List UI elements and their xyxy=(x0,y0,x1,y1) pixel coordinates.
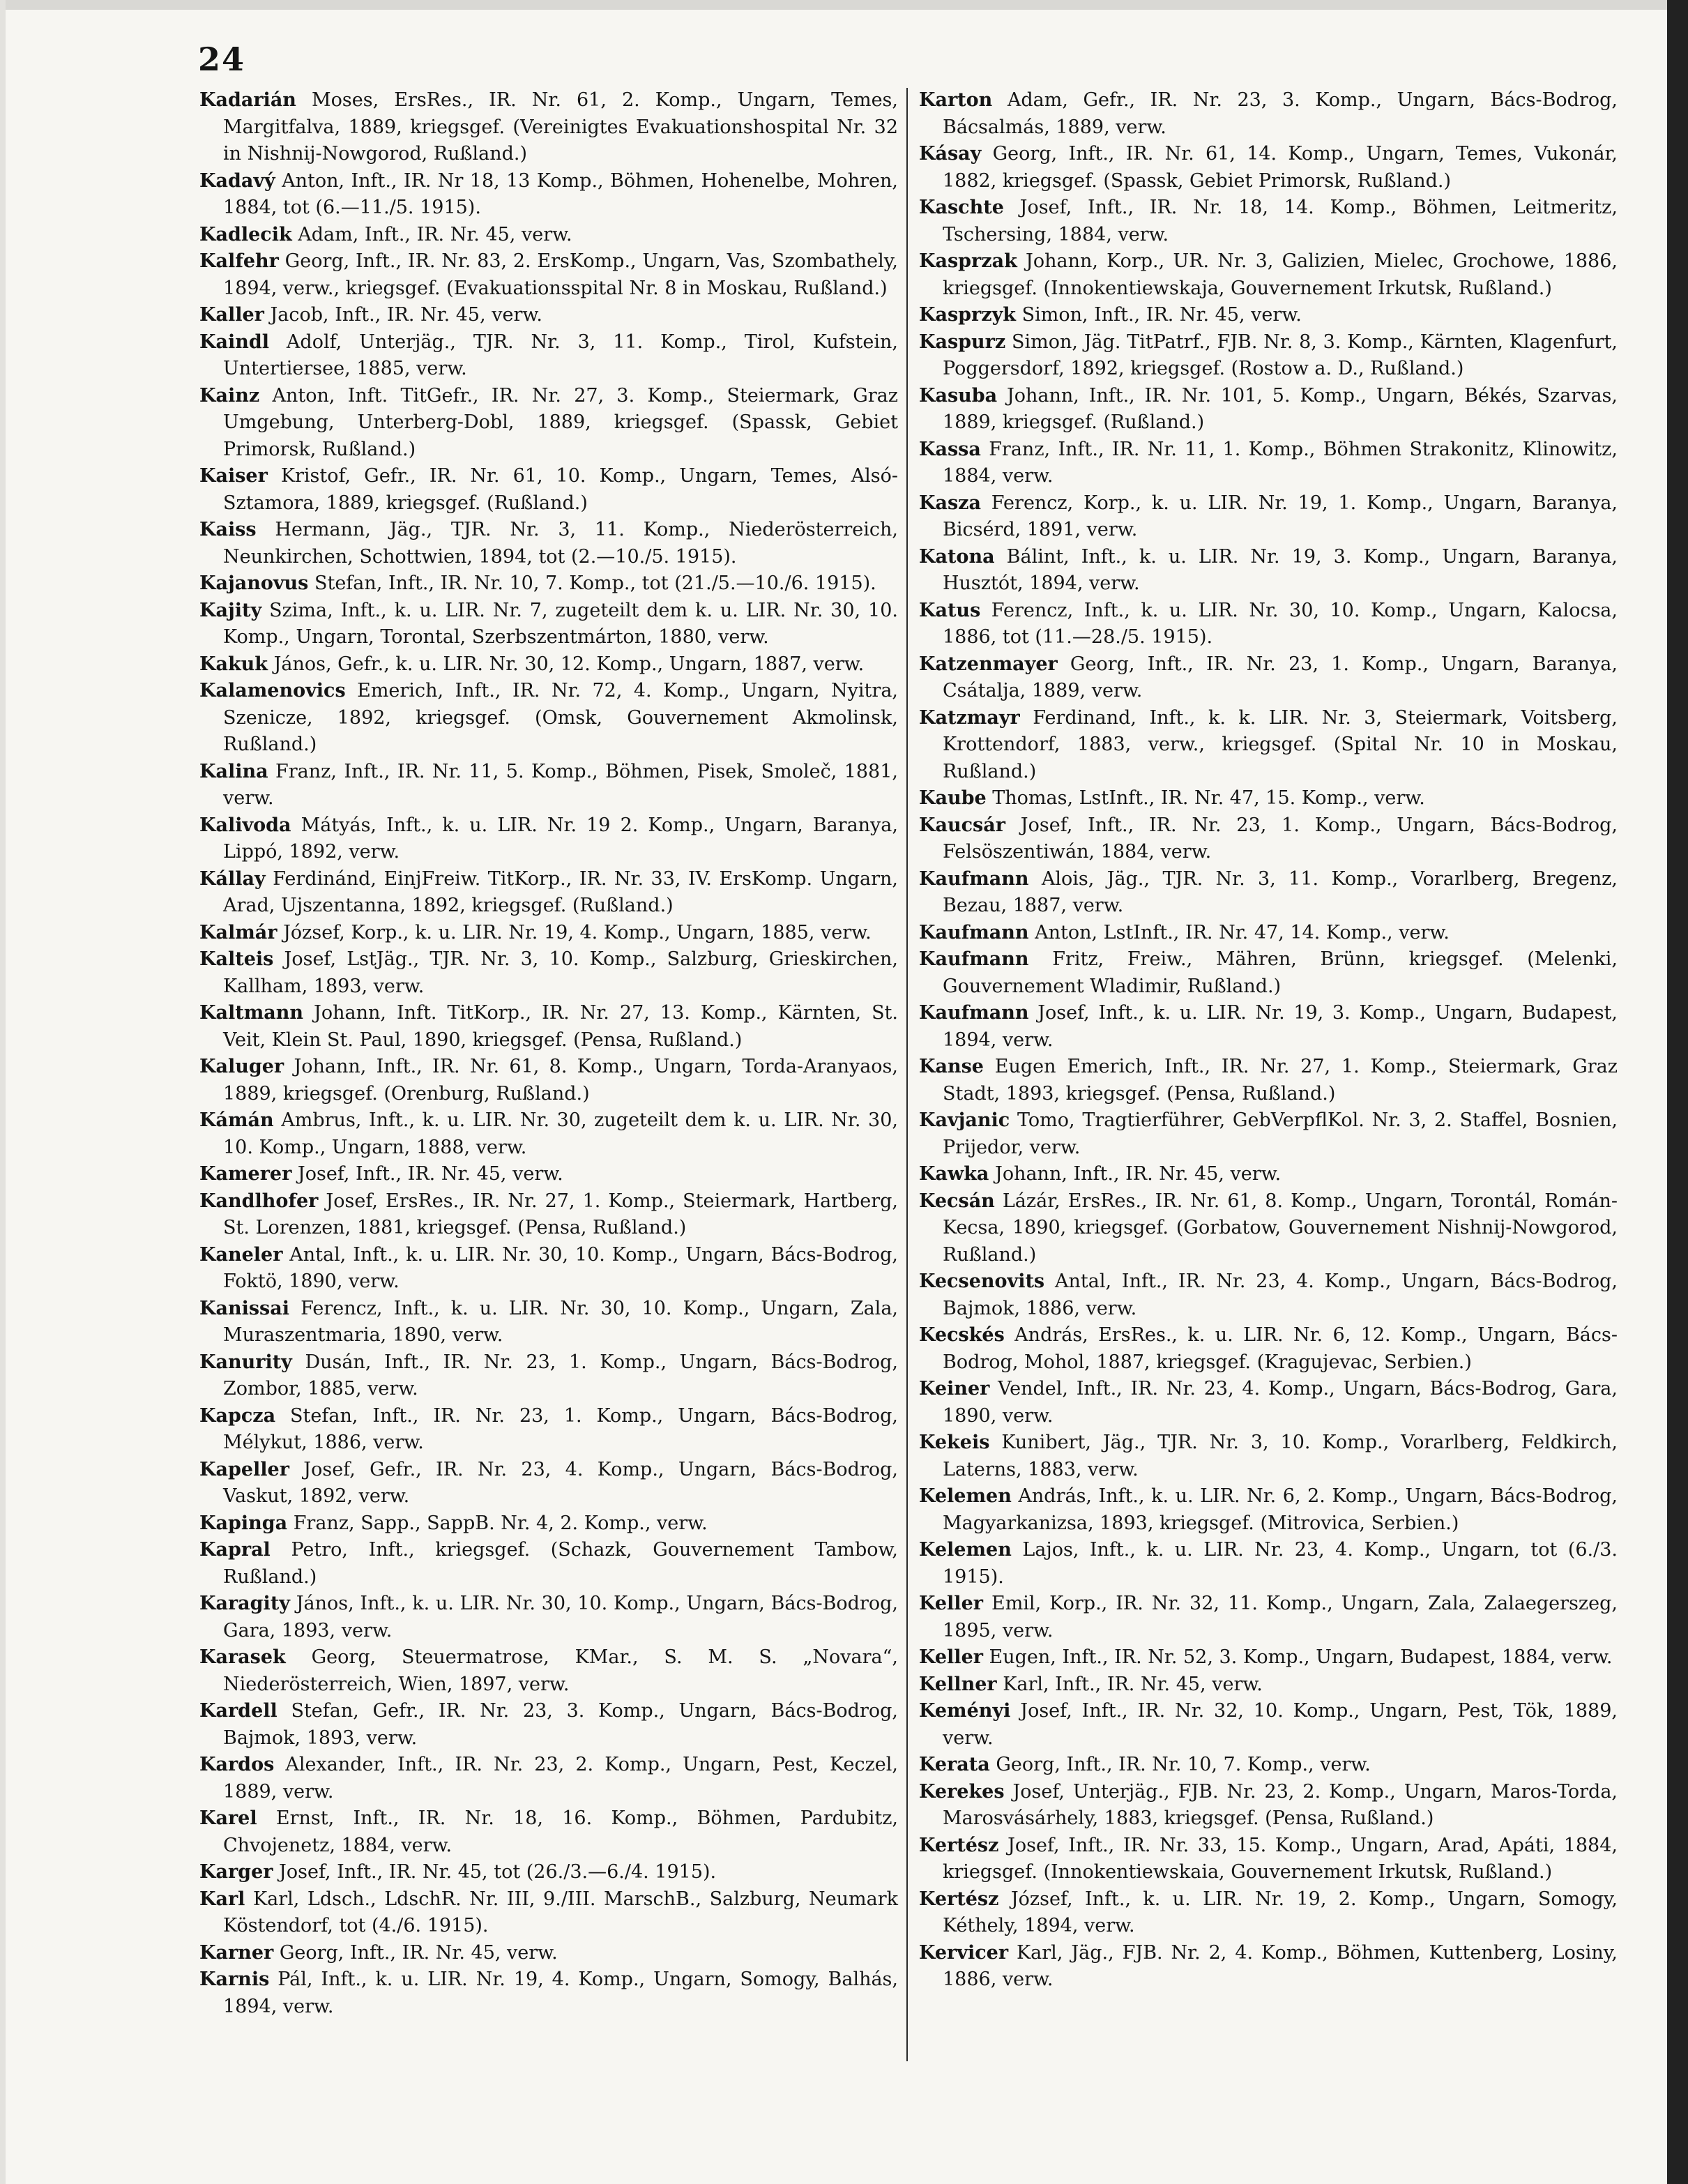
entry-details: Adam, Inft., IR. Nr. 45, verw. xyxy=(291,223,572,245)
entry-surname: Kajanovus xyxy=(199,572,309,594)
entry-details: Ernst, Inft., IR. Nr. 18, 16. Komp., Böhmen, Pardubitz, Chvojenetz, 1884, verw. xyxy=(223,1807,898,1856)
entry-details: Georg, Inft., IR. Nr. 10, 7. Komp., verw. xyxy=(989,1754,1371,1775)
entry-surname: Kaschte xyxy=(919,197,1004,218)
left-column xyxy=(199,87,898,2020)
entry-details: Ferencz, Inft., k. u. LIR. Nr. 30, 10. Komp., Ungarn, Zala, Muraszentmaria, 1890, verw. xyxy=(223,1297,898,1346)
entry-details: Alexander, Inft., IR. Nr. 23, 2. Komp., Ungarn, Pest, Keczel, 1889, verw. xyxy=(223,1754,898,1803)
entry-surname: Kerata xyxy=(919,1754,990,1775)
entry-details: Georg, Inft., IR. Nr. 61, 14. Komp., Ungarn, Temes, Vukonár, 1882, kriegsgef. (Spassk, Gebiet Primorsk, Rußland.) xyxy=(943,143,1618,192)
entry-details: Stefan, Gefr., IR. Nr. 23, 3. Komp., Ungarn, Bács-Bodrog, Bajmok, 1893, verw. xyxy=(223,1700,898,1749)
entry-surname: Kaneler xyxy=(199,1243,283,1266)
casualty-entry xyxy=(919,920,1618,947)
entry-surname: Kellner xyxy=(919,1673,997,1695)
entry-surname: Kapcza xyxy=(199,1404,276,1427)
scan-edge-right xyxy=(1667,0,1688,2184)
casualty-entry xyxy=(919,1591,1618,1644)
entry-surname: Kaiser xyxy=(199,465,268,487)
entry-details: Franz, Inft., IR. Nr. 11, 1. Komp., Böhmen Strakonitz, Klinowitz, 1884, verw. xyxy=(943,438,1618,487)
entry-surname: Karger xyxy=(199,1861,273,1883)
entry-details: Josef, Gefr., IR. Nr. 23, 4. Komp., Ungarn, Bács-Bodrog, Vaskut, 1892, verw. xyxy=(223,1458,898,1507)
casualty-entry xyxy=(199,1107,898,1161)
casualty-entry xyxy=(919,1107,1618,1161)
entry-surname: Karnis xyxy=(199,1969,270,1990)
entry-details: Anton, Inft., IR. Nr 18, 13 Komp., Böhmen, Hohenelbe, Mohren, 1884, tot (6.—11./5. 1915). xyxy=(223,169,898,218)
entry-details: Emil, Korp., IR. Nr. 32, 11. Komp., Ungarn, Zala, Zalaegerszeg, 1895, verw. xyxy=(943,1593,1618,1641)
casualty-entry xyxy=(199,598,898,651)
entry-surname: Karton xyxy=(919,89,993,111)
entry-details: Josef, Inft., IR. Nr. 23, 1. Komp., Ungarn, Bács-Bodrog, Felsöszentiwán, 1884, verw. xyxy=(943,814,1618,863)
entry-details: János, Gefr., k. u. LIR. Nr. 30, 12. Komp., Ungarn, 1887, verw. xyxy=(268,653,865,675)
casualty-entry xyxy=(919,1322,1618,1376)
entry-surname: Karagity xyxy=(199,1593,290,1614)
casualty-entry xyxy=(199,517,898,570)
entry-details: József, Inft., k. u. LIR. Nr. 19, 2. Komp., Ungarn, Somogy, Kéthely, 1894, verw. xyxy=(943,1888,1618,1936)
entry-details: Josef, LstJäg., TJR. Nr. 3, 10. Komp., Salzburg, Grieskirchen, Kallham, 1893, verw. xyxy=(223,948,898,997)
entry-surname: Kalamenovics xyxy=(199,680,346,702)
entry-details: Johann, Inft., IR. Nr. 45, verw. xyxy=(989,1163,1282,1185)
casualty-entry xyxy=(919,598,1618,651)
entry-surname: Kakuk xyxy=(199,653,268,675)
casualty-entry xyxy=(919,1000,1618,1054)
entry-details: Stefan, Inft., IR. Nr. 10, 7. Komp., tot (21./5.—10./6. 1915). xyxy=(308,572,876,594)
entry-surname: Kervicer xyxy=(919,1941,1009,1964)
entry-surname: Kavjanic xyxy=(919,1109,1010,1131)
entry-details: Eugen, Inft., IR. Nr. 52, 3. Komp., Ungarn, Budapest, 1884, verw. xyxy=(982,1646,1613,1668)
entry-surname: Kalmár xyxy=(199,921,277,943)
entry-surname: Kaller xyxy=(199,304,264,326)
casualty-entry xyxy=(919,437,1618,490)
entry-surname: Kasza xyxy=(919,492,981,514)
entry-surname: Kaube xyxy=(919,787,987,809)
entry-details: Josef, Inft., IR. Nr. 45, verw. xyxy=(291,1163,563,1185)
casualty-entry xyxy=(199,1752,898,1805)
entry-details: Georg, Steuermatrose, KMar., S. M. S. „Novara“, Niederösterreich, Wien, 1897, verw. xyxy=(223,1646,898,1695)
casualty-entry xyxy=(919,1644,1618,1671)
entry-details: Johann, Inft., IR. Nr. 101, 5. Komp., Ungarn, Békés, Szarvas, 1889, kriegsgef. (Rußland.) xyxy=(943,384,1618,433)
casualty-entry xyxy=(199,866,898,920)
casualty-entry xyxy=(919,1886,1618,1940)
entry-surname: Kecskés xyxy=(919,1324,1005,1346)
casualty-entry xyxy=(199,248,898,302)
entry-details: Adolf, Unterjäg., TJR. Nr. 3, 11. Komp., Tirol, Kufstein, Untertiersee, 1885, verw. xyxy=(223,331,898,379)
casualty-entry xyxy=(919,1671,1618,1699)
casualty-entry xyxy=(919,651,1618,705)
casualty-entry xyxy=(199,1886,898,1940)
entry-surname: Kállay xyxy=(199,867,266,890)
entry-surname: Kapeller xyxy=(199,1458,289,1480)
casualty-entry xyxy=(919,302,1618,329)
entry-details: Alois, Jäg., TJR. Nr. 3, 11. Komp., Vorarlberg, Bregenz, Bezau, 1887, verw. xyxy=(943,867,1618,916)
entry-details: Moses, ErsRes., IR. Nr. 61, 2. Komp., Ungarn, Temes, Margitfalva, 1889, kriegsgef. (Vereinigtes Evakuationshospital Nr. 32 in Nishnij-Nowgorod, Rußland.) xyxy=(223,89,898,165)
entry-details: Josef, Unterjäg., FJB. Nr. 23, 2. Komp., Ungarn, Maros-Torda, Marosvásárhely, 1883, kriegsgef. (Pensa, Rußland.) xyxy=(943,1780,1618,1829)
entry-surname: Kekeis xyxy=(919,1432,990,1453)
entry-details: Bálint, Inft., k. u. LIR. Nr. 19, 3. Komp., Ungarn, Baranya, Husztót, 1894, verw. xyxy=(943,545,1618,594)
entry-surname: Kaucsár xyxy=(919,814,1005,836)
entry-surname: Kalivoda xyxy=(199,814,291,836)
entry-details: Josef, Inft., k. u. LIR. Nr. 19, 3. Komp., Ungarn, Budapest, 1894, verw. xyxy=(943,1002,1618,1051)
casualty-entry xyxy=(199,1537,898,1591)
scan-edge-left xyxy=(0,0,6,2184)
casualty-entry xyxy=(199,463,898,517)
casualty-entry xyxy=(199,1188,898,1242)
entry-details: Karl, Inft., IR. Nr. 45, verw. xyxy=(996,1673,1263,1695)
entry-surname: Kassa xyxy=(919,438,981,460)
casualty-entry xyxy=(919,383,1618,437)
entry-surname: Katona xyxy=(919,545,995,568)
entry-surname: Kertész xyxy=(919,1888,999,1910)
entry-surname: Kanurity xyxy=(199,1351,292,1373)
entry-details: Fritz, Freiw., Mähren, Brünn, kriegsgef. (Melenki, Gouvernement Wladimir, Rußland.) xyxy=(943,948,1618,997)
entry-surname: Kaluger xyxy=(199,1056,284,1077)
entry-details: Kristof, Gefr., IR. Nr. 61, 10. Komp., Ungarn, Temes, Alsó-Sztamora, 1889, kriegsgef. (Rußland.) xyxy=(223,465,898,514)
entry-surname: Kapinga xyxy=(199,1512,288,1534)
entry-details: Vendel, Inft., IR. Nr. 23, 4. Komp., Ungarn, Bács-Bodrog, Gara, 1890, verw. xyxy=(943,1378,1618,1427)
entry-details: Jacob, Inft., IR. Nr. 45, verw. xyxy=(264,304,542,326)
entry-details: Adam, Gefr., IR. Nr. 23, 3. Komp., Ungarn, Bács-Bodrog, Bácsalmás, 1889, verw. xyxy=(943,89,1618,138)
entry-details: Josef, Inft., IR. Nr. 45, tot (26./3.—6./4. 1915). xyxy=(273,1861,717,1883)
entry-surname: Kaufmann xyxy=(919,867,1029,890)
casualty-entry xyxy=(199,678,898,759)
casualty-entry xyxy=(919,87,1618,141)
casualty-entry xyxy=(919,1376,1618,1430)
entry-surname: Kelemen xyxy=(919,1539,1012,1561)
entry-surname: Kawka xyxy=(919,1163,989,1185)
entry-details: Emerich, Inft., IR. Nr. 72, 4. Komp., Ungarn, Nyitra, Szenicze, 1892, kriegsgef. (Omsk, Gouvernement Akmolinsk, Rußland.) xyxy=(223,680,898,755)
entry-details: Ferdinand, Inft., k. k. LIR. Nr. 3, Steiermark, Voitsberg, Krottendorf, 1883, verw., kriegsgef. (Spital Nr. 10 in Moskau, Rußland.) xyxy=(943,706,1618,782)
casualty-entry xyxy=(199,920,898,947)
entry-surname: Kardos xyxy=(199,1754,275,1775)
entry-details: Thomas, LstInft., IR. Nr. 47, 15. Komp., verw. xyxy=(986,787,1425,809)
entry-details: Josef, Inft., IR. Nr. 33, 15. Komp., Ungarn, Arad, Apáti, 1884, kriegsgef. (Innokentiewskaia, Gouvernement Irkutsk, Rußland.) xyxy=(943,1834,1618,1883)
entry-surname: Kecsán xyxy=(919,1190,995,1212)
casualty-entry xyxy=(199,1698,898,1752)
entry-details: Mátyás, Inft., k. u. LIR. Nr. 19 2. Komp., Ungarn, Baranya, Lippó, 1892, verw. xyxy=(223,814,898,863)
entry-details: Karl, Ldsch., LdschR. Nr. III, 9./III. MarschB., Salzburg, Neumark Köstendorf, tot (4./6. 1915). xyxy=(223,1888,898,1936)
entry-details: Georg, Inft., IR. Nr. 23, 1. Komp., Ungarn, Baranya, Csátalja, 1889, verw. xyxy=(943,653,1618,702)
casualty-entry xyxy=(199,1296,898,1349)
entry-details: József, Korp., k. u. LIR. Nr. 19, 4. Komp., Ungarn, 1885, verw. xyxy=(277,921,872,943)
entry-details: Kunibert, Jäg., TJR. Nr. 3, 10. Komp., Vorarlberg, Feldkirch, Laterns, 1883, verw. xyxy=(943,1432,1618,1480)
entry-surname: Kanse xyxy=(919,1056,984,1077)
entry-surname: Kalina xyxy=(199,760,268,782)
entry-surname: Kainz xyxy=(199,384,260,407)
casualty-entry xyxy=(919,248,1618,302)
entry-details: Petro, Inft., kriegsgef. (Schazk, Gouvernement Tambow, Rußland.) xyxy=(223,1539,898,1588)
casualty-entry xyxy=(199,1966,898,2020)
page-number: 24 xyxy=(198,40,246,78)
entry-surname: Kadlecik xyxy=(199,223,292,245)
entry-surname: Karl xyxy=(199,1888,245,1910)
casualty-entry xyxy=(199,1349,898,1403)
entry-surname: Kadavý xyxy=(199,169,275,192)
entry-details: Georg, Inft., IR. Nr. 45, verw. xyxy=(273,1941,558,1964)
entry-surname: Kaspurz xyxy=(919,331,1006,353)
entry-surname: Katzenmayer xyxy=(919,653,1058,675)
casualty-entry xyxy=(919,490,1618,544)
entry-details: Josef, ErsRes., IR. Nr. 27, 1. Komp., Steiermark, Hartberg, St. Lorenzen, 1881, kriegsgef. (Pensa, Rußland.) xyxy=(223,1190,898,1238)
casualty-entry xyxy=(919,1779,1618,1833)
entry-details: Anton, Inft. TitGefr., IR. Nr. 27, 3. Komp., Steiermark, Graz Umgebung, Unterberg-Dobl, 1889, kriegsgef. (Spassk, Gebiet Primorsk, Rußland.) xyxy=(223,384,898,460)
entry-details: Eugen Emerich, Inft., IR. Nr. 27, 1. Komp., Steiermark, Graz Stadt, 1893, kriegsgef. (Pensa, Rußland.) xyxy=(943,1056,1618,1105)
entry-surname: Karner xyxy=(199,1941,274,1964)
entry-surname: Kamerer xyxy=(199,1163,292,1185)
casualty-entry xyxy=(919,544,1618,598)
entry-details: Tomo, Tragtierführer, GebVerpflKol. Nr. 3, 2. Staffel, Bosnien, Prijedor, verw. xyxy=(943,1109,1618,1158)
entry-surname: Kaufmann xyxy=(919,1002,1029,1024)
right-column xyxy=(919,87,1618,1994)
entry-details: Simon, Jäg. TitPatrf., FJB. Nr. 8, 3. Komp., Kärnten, Klagenfurt, Poggersdorf, 1892, kriegsgef. (Rostow a. D., Rußland.) xyxy=(943,331,1618,379)
scan-edge-top xyxy=(0,0,1688,10)
entry-details: Ferdinánd, EinjFreiw. TitKorp., IR. Nr. 33, IV. ErsKomp. Ungarn, Arad, Ujszentanna, 1892, kriegsgef. (Rußland.) xyxy=(223,867,898,916)
entry-details: Anton, LstInft., IR. Nr. 47, 14. Komp., verw. xyxy=(1028,921,1450,943)
entry-surname: Kajity xyxy=(199,599,262,621)
entry-details: Pál, Inft., k. u. LIR. Nr. 19, 4. Komp., Ungarn, Somogy, Balhás, 1894, verw. xyxy=(223,1969,898,2017)
entry-surname: Kapral xyxy=(199,1539,271,1561)
casualty-entry xyxy=(919,1752,1618,1779)
casualty-entry xyxy=(199,1510,898,1538)
entry-details: Antal, Inft., IR. Nr. 23, 4. Komp., Ungarn, Bács-Bodrog, Bajmok, 1886, verw. xyxy=(943,1271,1618,1319)
casualty-entry xyxy=(199,302,898,329)
entry-details: Lajos, Inft., k. u. LIR. Nr. 23, 4. Komp., Ungarn, tot (6./3. 1915). xyxy=(943,1539,1618,1588)
entry-surname: Kasprzyk xyxy=(919,304,1016,326)
casualty-entry xyxy=(199,759,898,812)
entry-details: Johann, Inft. TitKorp., IR. Nr. 27, 13. Komp., Kärnten, St. Veit, Klein St. Paul, 1890, kriegsgef. (Pensa, Rußland.) xyxy=(223,1002,898,1051)
casualty-entry xyxy=(919,785,1618,812)
entry-details: Ferencz, Inft., k. u. LIR. Nr. 30, 10. Komp., Ungarn, Kalocsa, 1886, tot (11.—28./5. 1915). xyxy=(943,599,1618,648)
entry-details: Johann, Inft., IR. Nr. 61, 8. Komp., Ungarn, Torda-Aranyaos, 1889, kriegsgef. (Orenburg, Rußland.) xyxy=(223,1056,898,1105)
entry-surname: Kaltmann xyxy=(199,1002,304,1024)
casualty-entry xyxy=(919,195,1618,248)
entry-details: Karl, Jäg., FJB. Nr. 2, 4. Komp., Böhmen, Kuttenberg, Losiny, 1886, verw. xyxy=(943,1941,1618,1990)
casualty-entry xyxy=(199,1591,898,1644)
casualty-entry xyxy=(919,1483,1618,1537)
entry-surname: Karel xyxy=(199,1807,257,1829)
entry-surname: Kanissai xyxy=(199,1297,290,1319)
entry-surname: Kaindl xyxy=(199,331,269,353)
casualty-entry xyxy=(199,946,898,1000)
entry-surname: Kaufmann xyxy=(919,921,1029,943)
casualty-entry xyxy=(919,1188,1618,1269)
entry-details: János, Inft., k. u. LIR. Nr. 30, 10. Komp., Ungarn, Bács-Bodrog, Gara, 1893, verw. xyxy=(223,1593,898,1641)
entry-surname: Kandlhofer xyxy=(199,1190,319,1212)
casualty-entry xyxy=(919,141,1618,195)
casualty-entry xyxy=(919,329,1618,383)
entry-surname: Kardell xyxy=(199,1700,277,1722)
casualty-entry xyxy=(199,168,898,222)
entry-details: Ferencz, Korp., k. u. LIR. Nr. 19, 1. Komp., Ungarn, Baranya, Bicsérd, 1891, verw. xyxy=(943,492,1618,540)
entry-surname: Kasuba xyxy=(919,384,998,407)
casualty-entry xyxy=(919,1430,1618,1483)
entry-details: Georg, Inft., IR. Nr. 83, 2. ErsKomp., Ungarn, Vas, Szombathely, 1894, verw., kriegsgef. (Evakuationsspital Nr. 8 in Moskau, Rußland.) xyxy=(223,250,898,299)
casualty-entry xyxy=(919,1054,1618,1107)
entry-details: Stefan, Inft., IR. Nr. 23, 1. Komp., Ungarn, Bács-Bodrog, Mélykut, 1886, verw. xyxy=(223,1404,898,1453)
column-divider xyxy=(906,88,908,2061)
casualty-entry xyxy=(919,866,1618,920)
entry-surname: Kaiss xyxy=(199,519,257,540)
entry-surname: Kelemen xyxy=(919,1485,1012,1507)
casualty-entry xyxy=(199,1403,898,1457)
casualty-entry xyxy=(199,1644,898,1698)
casualty-entry xyxy=(919,1698,1618,1752)
casualty-entry xyxy=(199,329,898,383)
entry-surname: Katzmayr xyxy=(919,706,1020,729)
entry-surname: Kalfehr xyxy=(199,250,279,272)
entry-details: András, ErsRes., k. u. LIR. Nr. 6, 12. Komp., Ungarn, Bács-Bodrog, Mohol, 1887, kriegsgef. (Kragujevac, Serbien.) xyxy=(943,1324,1618,1373)
entry-details: Josef, Inft., IR. Nr. 32, 10. Komp., Ungarn, Pest, Tök, 1889, verw. xyxy=(943,1700,1618,1749)
entry-surname: Kásay xyxy=(919,143,982,165)
entry-details: Franz, Sapp., SappB. Nr. 4, 2. Komp., verw. xyxy=(287,1512,708,1534)
casualty-entry xyxy=(919,812,1618,866)
casualty-entry xyxy=(199,1805,898,1859)
entry-details: Lázár, ErsRes., IR. Nr. 61, 8. Komp., Ungarn, Torontál, Román-Kecsa, 1890, kriegsgef. (Gorbatow, Gouvernement Nishnij-Nowgorod, Rußland.) xyxy=(943,1190,1618,1266)
casualty-entry xyxy=(199,651,898,678)
casualty-entry xyxy=(199,1161,898,1188)
entry-surname: Kasprzak xyxy=(919,250,1017,272)
entry-surname: Katus xyxy=(919,599,981,621)
entry-surname: Kertész xyxy=(919,1834,999,1856)
entry-details: Antal, Inft., k. u. LIR. Nr. 30, 10. Komp., Ungarn, Bács-Bodrog, Foktö, 1890, verw. xyxy=(223,1243,898,1292)
entry-details: Ambrus, Inft., k. u. LIR. Nr. 30, zugeteilt dem k. u. LIR. Nr. 30, 10. Komp., Ungarn, 1888, verw. xyxy=(223,1109,898,1158)
entry-details: Johann, Korp., UR. Nr. 3, Galizien, Mielec, Grochowe, 1886, kriegsgef. (Innokentiewskaja, Gouvernement Irkutsk, Rußland.) xyxy=(943,250,1618,299)
entry-details: András, Inft., k. u. LIR. Nr. 6, 2. Komp., Ungarn, Bács-Bodrog, Magyarkanizsa, 1893, kriegsgef. (Mitrovica, Serbien.) xyxy=(943,1485,1618,1534)
entry-surname: Keller xyxy=(919,1646,983,1668)
casualty-entry xyxy=(199,1859,898,1886)
entry-surname: Keiner xyxy=(919,1378,990,1400)
casualty-entry xyxy=(199,87,898,168)
casualty-entry xyxy=(199,570,898,598)
casualty-entry xyxy=(919,1833,1618,1886)
entry-surname: Kámán xyxy=(199,1109,274,1131)
entry-details: Dusán, Inft., IR. Nr. 23, 1. Komp., Ungarn, Bács-Bodrog, Zombor, 1885, verw. xyxy=(223,1351,898,1400)
entry-surname: Kaufmann xyxy=(919,948,1029,970)
entry-details: Simon, Inft., IR. Nr. 45, verw. xyxy=(1016,304,1302,326)
casualty-entry xyxy=(199,222,898,249)
entry-details: Hermann, Jäg., TJR. Nr. 3, 11. Komp., Niederösterreich, Neunkirchen, Schottwien, 1894, tot (2.—10./5. 1915). xyxy=(223,519,898,568)
casualty-entry xyxy=(919,705,1618,786)
casualty-entry xyxy=(919,1268,1618,1322)
casualty-entry xyxy=(199,1054,898,1107)
entry-surname: Keller xyxy=(919,1593,983,1614)
casualty-entry xyxy=(199,1000,898,1054)
casualty-entry xyxy=(919,946,1618,1000)
entry-details: Szima, Inft., k. u. LIR. Nr. 7, zugeteilt dem k. u. LIR. Nr. 30, 10. Komp., Ungarn, Torontal, Szerbszentmárton, 1880, verw. xyxy=(223,599,898,648)
entry-details: Josef, Inft., IR. Nr. 18, 14. Komp., Böhmen, Leitmeritz, Tschersing, 1884, verw. xyxy=(943,197,1618,245)
casualty-entry xyxy=(199,812,898,866)
entry-surname: Keményi xyxy=(919,1700,1011,1722)
casualty-entry xyxy=(919,1537,1618,1591)
entry-details: Franz, Inft., IR. Nr. 11, 5. Komp., Böhmen, Pisek, Smoleč, 1881, verw. xyxy=(223,760,898,809)
entry-surname: Kecsenovits xyxy=(919,1271,1045,1292)
entry-surname: Kalteis xyxy=(199,948,274,970)
entry-surname: Karasek xyxy=(199,1646,286,1668)
casualty-entry xyxy=(919,1161,1618,1188)
casualty-entry xyxy=(199,1940,898,1967)
casualty-entry xyxy=(199,383,898,464)
entry-surname: Kerekes xyxy=(919,1780,1005,1803)
casualty-entry xyxy=(199,1457,898,1510)
entry-surname: Kadarián xyxy=(199,89,296,111)
casualty-entry xyxy=(919,1940,1618,1994)
casualty-entry xyxy=(199,1242,898,1296)
